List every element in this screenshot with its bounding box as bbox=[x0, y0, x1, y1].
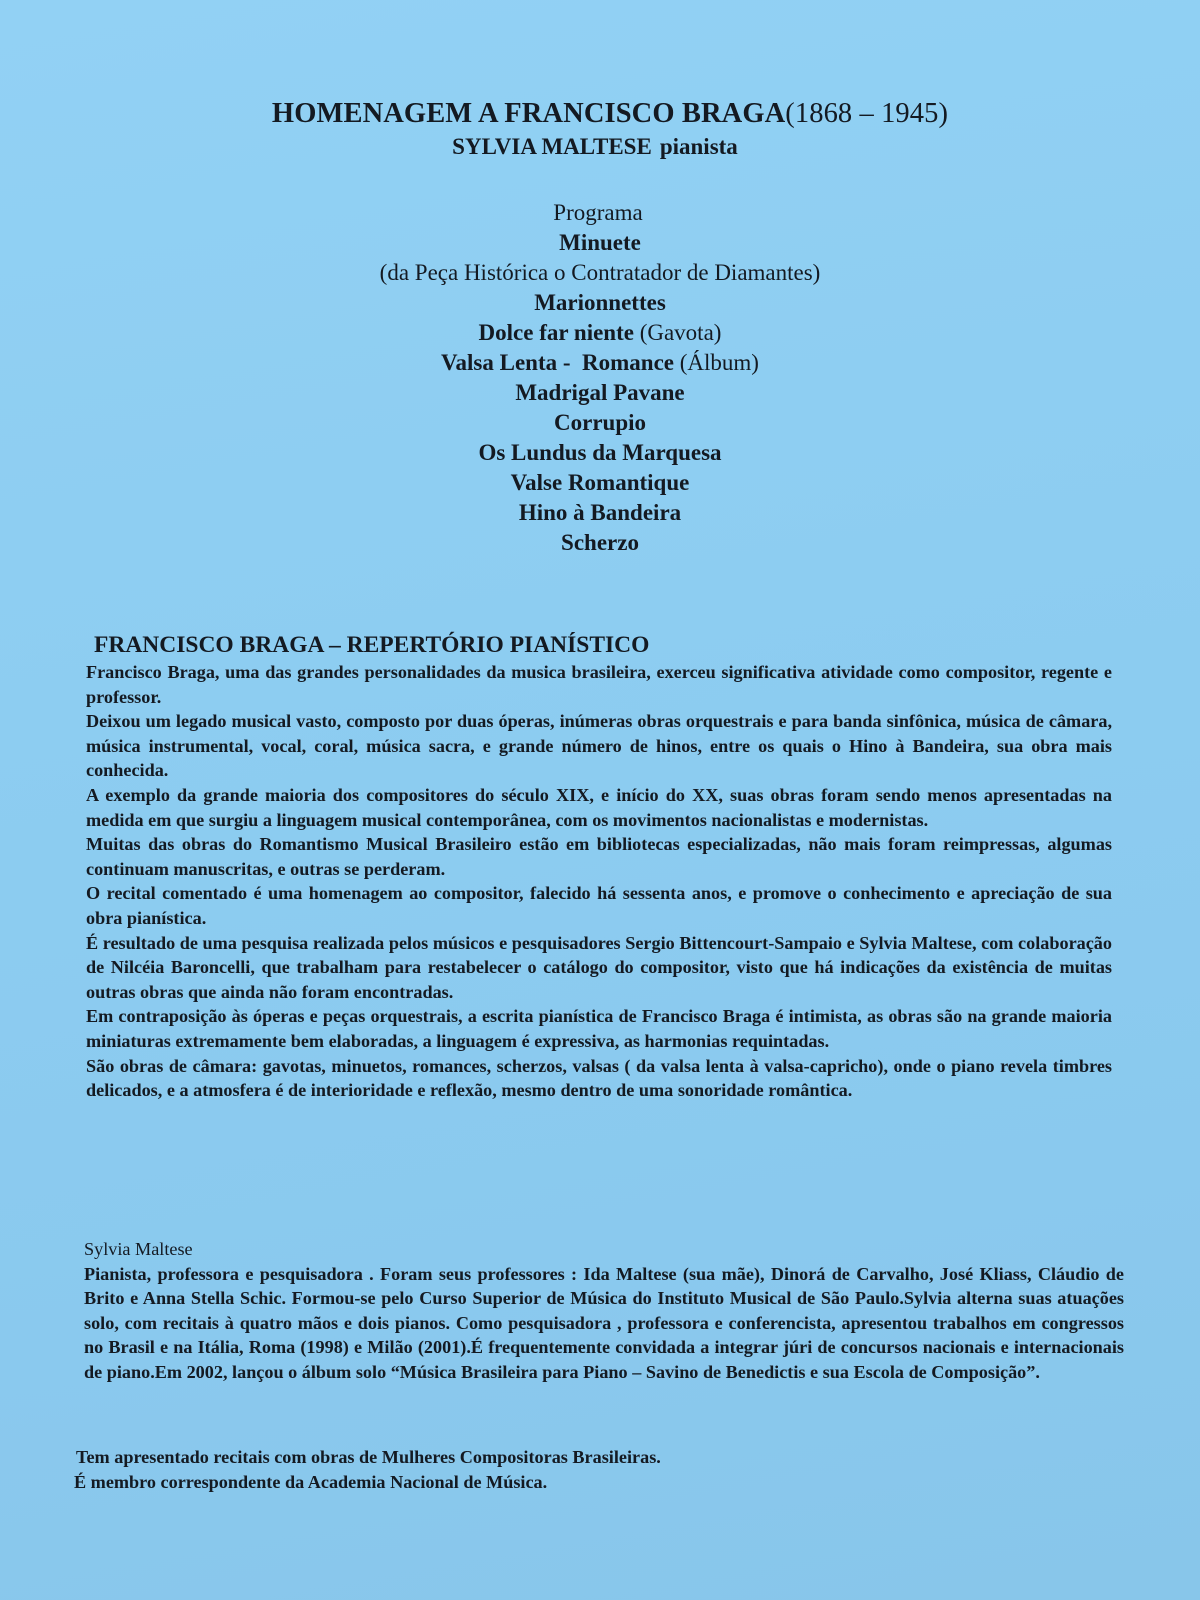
repertoire-section bbox=[86, 630, 1112, 1103]
closing-line: É membro correspondente da Academia Nacional de Música. bbox=[74, 1471, 548, 1492]
program-item bbox=[0, 288, 1200, 318]
program-item-title: Valsa Lenta - Romance bbox=[441, 350, 674, 375]
biography-name: Sylvia Maltese bbox=[84, 1239, 193, 1259]
biography-paragraph: Pianista, professora e pesquisadora . Foram seus professores : Ida Maltese (sua mãe), Dinorá de Carvalho, José Kliass, Cláudio de Brito e Anna Stella Schic. Formou-se pelo Curso Superior de Música do Instituto Musical de São Paulo.Sylvia alterna suas atuações solo, com recitais à quatro mãos e dois pianos. Como pesquisadora , professora e conferencista, apresentou trabalhos em congressos no Brasil e na Itália, Roma (1998) e Milão (2001).É frequentemente convidada a integrar júri de concursos nacionais e internacionais de piano.Em 2002, lançou o álbum solo “Música Brasileira para Piano – Savino de Benedictis e sua Escola de Composição”. bbox=[84, 1263, 1124, 1382]
main-title bbox=[20, 97, 1200, 131]
title-text: HOMENAGEM A FRANCISCO BRAGA bbox=[271, 98, 786, 129]
performer-line bbox=[0, 132, 1200, 162]
title-years: (1868 – 1945) bbox=[785, 98, 949, 129]
program-item-title: Corrupio bbox=[554, 410, 646, 435]
program-item-note: (Álbum) bbox=[674, 350, 759, 375]
program-item-title: Madrigal Pavane bbox=[515, 380, 685, 405]
paragraph: São obras de câmara: gavotas, minuetos, romances, scherzos, valsas ( da valsa lenta à valsa-capricho), onde o piano revela timbres delicados, e a atmosfera é de interioridade e reflexão, mesmo dentro de uma sonoridade romântica. bbox=[86, 1055, 1112, 1101]
program-item-subtitle: (da Peça Histórica o Contratador de Diamantes) bbox=[379, 260, 821, 285]
paragraph: Muitas das obras do Romantismo Musical Brasileiro estão em bibliotecas especializadas, não mais foram reimpressas, algumas continuam manuscritas, e outras se perderam. bbox=[86, 834, 1112, 879]
paragraph: O recital comentado é uma homenagem ao compositor, falecido há sessenta anos, e promove o conhecimento e apreciação de sua obra pianística. bbox=[86, 883, 1112, 928]
program-item bbox=[0, 438, 1200, 468]
program-item bbox=[0, 498, 1200, 528]
program-item-note: (Gavota) bbox=[633, 320, 722, 345]
program-item bbox=[0, 318, 1200, 348]
program-item-title: Valse Romantique bbox=[510, 470, 690, 495]
paragraph: Deixou um legado musical vasto, composto por duas óperas, inúmeras obras orquestrais e para banda sinfônica, música de câmara, música instrumental, vocal, coral, música sacra, e grande número de hinos, entre os quais o Hino à Bandeira, sua obra mais conhecida. bbox=[86, 711, 1112, 781]
paragraph: É resultado de uma pesquisa realizada pelos músicos e pesquisadores Sergio Bittencourt-Sampaio e Sylvia Maltese, com colaboração de Nilcéia Baroncelli, que trabalham para restabelecer o catálogo do compositor, visto que há indicações da existência de muitas outras obras que ainda não foram encontradas. bbox=[86, 932, 1112, 1002]
program-item bbox=[0, 468, 1200, 498]
performer-name: SYLVIA MALTESE bbox=[452, 134, 652, 159]
paragraph: A exemplo da grande maioria dos compositores do século XIX, e início do XX, suas obras foram sendo menos apresentadas na medida em que surgiu a linguagem musical contemporânea, com os movimentos nacionalistas e modernistas. bbox=[86, 784, 1112, 830]
paragraph: Em contraposição às óperas e peças orquestrais, a escrita pianística de Francisco Braga é intimista, as obras são na grande maioria miniaturas extremamente bem elaboradas, a linguagem é expressiva, as harmonias requintadas. bbox=[86, 1006, 1112, 1051]
program-item-title: Os Lundus da Marquesa bbox=[478, 440, 722, 465]
program-label: Programa bbox=[553, 200, 643, 225]
paragraph: Francisco Braga, uma das grandes personalidades da musica brasileira, exerceu significativa atividade como compositor, regente e professor. bbox=[86, 662, 1112, 707]
program-item bbox=[0, 348, 1200, 378]
program-item bbox=[0, 408, 1200, 438]
program-item-title: Dolce far niente bbox=[478, 320, 634, 345]
section-title: FRANCISCO BRAGA – REPERTÓRIO PIANÍSTICO bbox=[94, 632, 650, 658]
header bbox=[0, 97, 1200, 162]
program-item-title: Hino à Bandeira bbox=[518, 500, 682, 525]
program-item bbox=[0, 378, 1200, 408]
program-item-title: Minuete bbox=[559, 230, 641, 255]
biography-section bbox=[84, 1237, 1124, 1385]
program-item bbox=[0, 228, 1200, 258]
program-item-title: Marionnettes bbox=[534, 290, 666, 315]
closing-line: Tem apresentado recitais com obras de Mulheres Compositoras Brasileiras. bbox=[76, 1447, 661, 1467]
program-item-title: Scherzo bbox=[561, 530, 639, 555]
program-list bbox=[0, 198, 1200, 558]
program-item bbox=[0, 528, 1200, 558]
performer-role: pianista bbox=[659, 134, 738, 159]
biography-closing bbox=[76, 1445, 976, 1494]
